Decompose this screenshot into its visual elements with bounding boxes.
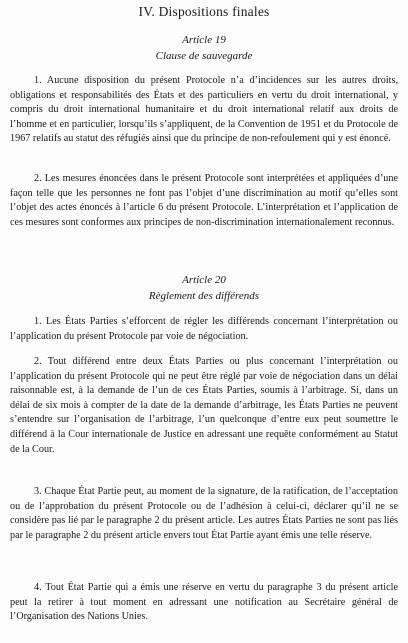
article-20-paragraph-1: 1. Les États Parties s’efforcent de régler les différends concernant l’interprétation ou l’application du présent Protocole par voie de négociation. xyxy=(10,316,398,342)
article-19-number: Article 19 xyxy=(182,34,226,46)
article-20-paragraph-2: 2. Tout différend entre deux États Parties ou plus concernant l’interprétation ou l’application du présent Protocole qui ne peut être réglé par voie de négociation dans un délai raisonnable est, à la demande de l’un de ces États Parties, soumis à l’arbitrage. Si, dans un délai de six mois à compter de la date de la demande d’arbitrage, les États Parties ne peuvent s’entendre sur l’organisation de l’arbitrage, l’un quelconque d’entre eux peut soumettre le différend à la Cour internationale de Justice en adressant une requête conformément au Statut de la Cour. xyxy=(10,356,398,455)
section-title: IV. Dispositions finales xyxy=(138,4,270,19)
article-19-title: Clause de sauvegarde xyxy=(155,50,253,62)
article-19-paragraph-2: 2. Les mesures énoncées dans le présent Protocole sont interprétées et appliquées d’une façon telle que les personnes ne font pas l’objet d’une discrimination au motif qu’elles sont l’objet des actes énoncés à l’article 6 du présent Protocole. L’interprétation et l’application de ces mesures sont conformes aux principes de non-discrimination internationalement reconnus. xyxy=(10,173,398,228)
article-20-title: Règlement des différends xyxy=(148,290,260,302)
article-20-paragraph-3: 3. Chaque État Partie peut, au moment de la signature, de la ratification, de l’acceptation ou de l’approbation du présent Protocole ou de l’adhésion à celui-ci, déclarer qu’il ne se considère pas lié par le paragraphe 2 du présent article. Les autres États Parties ne sont pas liés par le paragraphe 2 du présent article envers tout État Partie ayant émis une telle réserve. xyxy=(10,486,398,541)
article-20-paragraph-4: 4. Tout État Partie qui a émis une réserve en vertu du paragraphe 3 du présent article peut la retirer à tout moment en adressant une notification au Secrétaire général de l’Organisation des Nations Unies. xyxy=(10,582,398,623)
article-19-paragraph-1: 1. Aucune disposition du présent Protocole n’a d’incidences sur les autres droits, obligations et responsabilités des États et des particuliers en vertu du droit international, y compris du droit international humanitaire et du droit international relatif aux droits de l’homme et en particulier, lorsqu’ils s’appliquent, de la Convention de 1951 et du Protocole de 1967 relatifs au statut des réfugiés ainsi que du principe de non-refoulement qui y est énoncé. xyxy=(10,75,398,145)
article-20-number: Article 20 xyxy=(182,274,226,286)
